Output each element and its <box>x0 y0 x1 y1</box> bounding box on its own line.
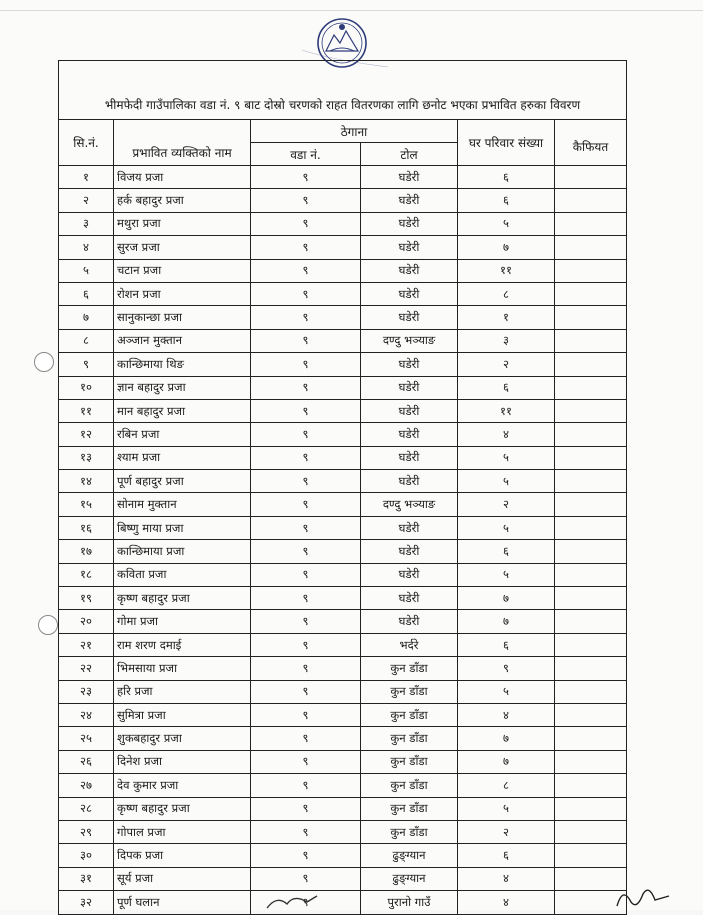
row-sn: १९ <box>59 587 114 610</box>
row-remarks <box>555 423 627 446</box>
row-ward: ९ <box>251 423 361 446</box>
row-ward: ९ <box>251 703 361 726</box>
row-household: ६ <box>458 189 555 212</box>
header-household: घर परिवार संख्या <box>458 120 555 166</box>
row-household: ११ <box>458 259 555 282</box>
table-row <box>59 470 627 493</box>
row-tol: दण्दु भञ्याङ <box>361 493 458 516</box>
table-row <box>59 867 627 890</box>
row-sn: २० <box>59 610 114 633</box>
row-sn: १८ <box>59 563 114 586</box>
row-ward: ९ <box>251 446 361 469</box>
row-sn: २५ <box>59 727 114 750</box>
row-sn: ३२ <box>59 891 114 914</box>
row-ward: ९ <box>251 587 361 610</box>
row-tol: कुन डाँडा <box>361 774 458 797</box>
row-ward: ९ <box>251 750 361 773</box>
row-remarks <box>555 657 627 680</box>
table-row <box>59 329 627 352</box>
row-remarks <box>555 376 627 399</box>
header-name: प्रभावित व्यक्तिको नाम <box>114 120 251 166</box>
row-household: ६ <box>458 633 555 656</box>
row-remarks <box>555 399 627 422</box>
row-sn: २६ <box>59 750 114 773</box>
table-body <box>59 166 627 915</box>
row-ward: ९ <box>251 353 361 376</box>
table-row <box>59 703 627 726</box>
table-row <box>59 610 627 633</box>
signature-mark <box>613 882 673 910</box>
row-tol: कुन डाँडा <box>361 750 458 773</box>
header-sn: सि.नं. <box>59 120 114 166</box>
row-remarks <box>555 633 627 656</box>
table-row <box>59 306 627 329</box>
row-name: राम शरण दमाई <box>114 633 251 656</box>
row-sn: ८ <box>59 329 114 352</box>
table-row <box>59 774 627 797</box>
row-remarks <box>555 610 627 633</box>
row-sn: १५ <box>59 493 114 516</box>
row-tol: कुन डाँडा <box>361 797 458 820</box>
row-remarks <box>555 282 627 305</box>
row-household: २ <box>458 820 555 843</box>
row-household: ६ <box>458 540 555 563</box>
partial-stamp-mark <box>262 890 322 910</box>
row-sn: १२ <box>59 423 114 446</box>
row-name: दिनेश प्रजा <box>114 750 251 773</box>
row-remarks <box>555 820 627 843</box>
row-tol: दण्दु भञ्याङ <box>361 329 458 352</box>
row-tol: कुन डाँडा <box>361 680 458 703</box>
row-ward: ९ <box>251 610 361 633</box>
row-ward: ९ <box>251 891 361 914</box>
row-name: भिमसाया प्रजा <box>114 657 251 680</box>
row-name: विजय प्रजा <box>114 166 251 189</box>
row-tol: ढुङ्ग्यान <box>361 844 458 867</box>
table-row <box>59 282 627 305</box>
row-sn: २७ <box>59 774 114 797</box>
row-tol: कुन डाँडा <box>361 703 458 726</box>
row-name: रोशन प्रजा <box>114 282 251 305</box>
row-name: श्याम प्रजा <box>114 446 251 469</box>
row-tol: घडेरी <box>361 306 458 329</box>
row-tol: घडेरी <box>361 399 458 422</box>
punch-hole <box>38 615 58 635</box>
table-row <box>59 657 627 680</box>
row-tol: घडेरी <box>361 470 458 493</box>
row-name: रबिन प्रजा <box>114 423 251 446</box>
row-household: ४ <box>458 703 555 726</box>
header-remarks: कैफियत <box>555 120 627 166</box>
row-remarks <box>555 212 627 235</box>
row-sn: ३० <box>59 844 114 867</box>
row-sn: २३ <box>59 680 114 703</box>
row-household: ४ <box>458 891 555 914</box>
row-household: ७ <box>458 587 555 610</box>
row-name: मथुरा प्रजा <box>114 212 251 235</box>
header-ward: वडा नं. <box>251 143 361 166</box>
row-household: ९ <box>458 657 555 680</box>
row-ward: ९ <box>251 516 361 539</box>
row-ward: ९ <box>251 282 361 305</box>
row-ward: ९ <box>251 306 361 329</box>
row-household: ६ <box>458 376 555 399</box>
row-sn: ११ <box>59 399 114 422</box>
row-tol: कुन डाँडा <box>361 820 458 843</box>
row-remarks <box>555 470 627 493</box>
row-ward: ९ <box>251 797 361 820</box>
row-household: ७ <box>458 610 555 633</box>
row-name: हर्क बहादुर प्रजा <box>114 189 251 212</box>
row-household: ५ <box>458 446 555 469</box>
table-row <box>59 844 627 867</box>
row-ward: ९ <box>251 166 361 189</box>
table-row <box>59 353 627 376</box>
row-name: पूर्ण बहादुर प्रजा <box>114 470 251 493</box>
table-row <box>59 166 627 189</box>
row-remarks <box>555 306 627 329</box>
row-remarks <box>555 329 627 352</box>
row-name: ज्ञान बहादुर प्रजा <box>114 376 251 399</box>
row-name: दिपक प्रजा <box>114 844 251 867</box>
row-ward: ९ <box>251 493 361 516</box>
row-ward: ९ <box>251 399 361 422</box>
row-name: सुरज प्रजा <box>114 236 251 259</box>
row-tol: घडेरी <box>361 353 458 376</box>
table-row <box>59 820 627 843</box>
table-row <box>59 680 627 703</box>
row-name: कृष्ण बहादुर प्रजा <box>114 587 251 610</box>
row-household: ८ <box>458 774 555 797</box>
row-household: ५ <box>458 680 555 703</box>
row-remarks <box>555 259 627 282</box>
row-tol: भर्दरे <box>361 633 458 656</box>
table-row <box>59 376 627 399</box>
row-sn: १३ <box>59 446 114 469</box>
row-name: हरि प्रजा <box>114 680 251 703</box>
row-household: ३ <box>458 329 555 352</box>
row-ward: ९ <box>251 376 361 399</box>
row-tol: घडेरी <box>361 446 458 469</box>
row-household: २ <box>458 493 555 516</box>
row-name: पूर्ण घलान <box>114 891 251 914</box>
row-remarks <box>555 189 627 212</box>
row-sn: १६ <box>59 516 114 539</box>
row-ward: ९ <box>251 844 361 867</box>
row-remarks <box>555 844 627 867</box>
row-ward: ९ <box>251 259 361 282</box>
table-title: भीमफेदी गाउँपालिका वडा नं. ९ बाट दोस्रो चरणको राहत वितरणका लागि छनोट भएका प्रभावित हरुका विवरण <box>59 61 627 120</box>
table-row <box>59 212 627 235</box>
row-name: गोपाल प्रजा <box>114 820 251 843</box>
row-remarks <box>555 493 627 516</box>
row-ward: ९ <box>251 774 361 797</box>
row-sn: ६ <box>59 282 114 305</box>
row-sn: ७ <box>59 306 114 329</box>
table-row <box>59 189 627 212</box>
row-name: सानुकान्छा प्रजा <box>114 306 251 329</box>
row-household: ११ <box>458 399 555 422</box>
row-sn: २२ <box>59 657 114 680</box>
row-sn: ४ <box>59 236 114 259</box>
table-row <box>59 236 627 259</box>
row-name: बिष्णु माया प्रजा <box>114 516 251 539</box>
row-remarks <box>555 563 627 586</box>
row-ward: ९ <box>251 727 361 750</box>
row-name: सूर्य प्रजा <box>114 867 251 890</box>
row-name: कविता प्रजा <box>114 563 251 586</box>
row-remarks <box>555 750 627 773</box>
row-ward: ९ <box>251 470 361 493</box>
row-sn: २८ <box>59 797 114 820</box>
row-ward: ९ <box>251 680 361 703</box>
row-remarks <box>555 166 627 189</box>
row-tol: घडेरी <box>361 212 458 235</box>
table-row <box>59 493 627 516</box>
row-remarks <box>555 797 627 820</box>
row-remarks <box>555 703 627 726</box>
row-remarks <box>555 727 627 750</box>
row-sn: २९ <box>59 820 114 843</box>
row-ward: ९ <box>251 820 361 843</box>
row-sn: २१ <box>59 633 114 656</box>
row-name: कान्छिमाया प्रजा <box>114 540 251 563</box>
row-tol: घडेरी <box>361 423 458 446</box>
row-sn: १४ <box>59 470 114 493</box>
table-row <box>59 540 627 563</box>
row-ward: ९ <box>251 633 361 656</box>
row-ward: ९ <box>251 657 361 680</box>
row-household: ५ <box>458 470 555 493</box>
row-tol: घडेरी <box>361 587 458 610</box>
row-remarks <box>555 353 627 376</box>
punch-hole <box>34 352 54 372</box>
table-row <box>59 797 627 820</box>
row-tol: घडेरी <box>361 282 458 305</box>
table-row <box>59 423 627 446</box>
row-tol: घडेरी <box>361 563 458 586</box>
row-sn: ९ <box>59 353 114 376</box>
table-row <box>59 891 627 914</box>
row-tol: घडेरी <box>361 166 458 189</box>
row-sn: १ <box>59 166 114 189</box>
row-remarks <box>555 446 627 469</box>
row-tol: घडेरी <box>361 236 458 259</box>
row-household: २ <box>458 353 555 376</box>
row-tol: घडेरी <box>361 259 458 282</box>
row-household: ७ <box>458 236 555 259</box>
row-remarks <box>555 516 627 539</box>
row-tol: पुरानो गाउँ <box>361 891 458 914</box>
row-name: सुमित्रा प्रजा <box>114 703 251 726</box>
row-name: मान बहादुर प्रजा <box>114 399 251 422</box>
row-household: ५ <box>458 212 555 235</box>
row-tol: ढुङ्ग्यान <box>361 867 458 890</box>
table-row <box>59 259 627 282</box>
row-ward: ९ <box>251 212 361 235</box>
row-tol: घडेरी <box>361 189 458 212</box>
row-sn: ३ <box>59 212 114 235</box>
row-household: ७ <box>458 727 555 750</box>
row-name: कृष्ण बहादुर प्रजा <box>114 797 251 820</box>
row-sn: ३१ <box>59 867 114 890</box>
row-household: १ <box>458 306 555 329</box>
row-ward: ९ <box>251 563 361 586</box>
row-ward: ९ <box>251 236 361 259</box>
row-household: ६ <box>458 844 555 867</box>
row-name: शुकबहादुर प्रजा <box>114 727 251 750</box>
row-tol: घडेरी <box>361 516 458 539</box>
row-ward: ९ <box>251 189 361 212</box>
row-tol: कुन डाँडा <box>361 727 458 750</box>
row-name: सोनाम मुक्तान <box>114 493 251 516</box>
table-row <box>59 587 627 610</box>
affected-persons-table <box>58 60 627 915</box>
table-row <box>59 446 627 469</box>
row-tol: घडेरी <box>361 376 458 399</box>
table-row <box>59 727 627 750</box>
row-ward: ९ <box>251 329 361 352</box>
row-name: देव कुमार प्रजा <box>114 774 251 797</box>
row-remarks <box>555 540 627 563</box>
row-household: ४ <box>458 867 555 890</box>
row-tol: घडेरी <box>361 610 458 633</box>
row-remarks <box>555 236 627 259</box>
row-tol: घडेरी <box>361 540 458 563</box>
table-row <box>59 633 627 656</box>
row-remarks <box>555 774 627 797</box>
table-row <box>59 516 627 539</box>
header-address: ठेगाना <box>251 120 458 143</box>
row-household: ६ <box>458 166 555 189</box>
table-row <box>59 563 627 586</box>
table-row <box>59 750 627 773</box>
row-sn: १० <box>59 376 114 399</box>
row-household: ५ <box>458 563 555 586</box>
row-sn: १७ <box>59 540 114 563</box>
row-remarks <box>555 680 627 703</box>
row-name: चटान प्रजा <box>114 259 251 282</box>
row-household: ५ <box>458 797 555 820</box>
row-tol: कुन डाँडा <box>361 657 458 680</box>
row-household: ७ <box>458 750 555 773</box>
row-ward: ९ <box>251 867 361 890</box>
row-sn: ५ <box>59 259 114 282</box>
table-row <box>59 399 627 422</box>
row-remarks <box>555 587 627 610</box>
row-ward: ९ <box>251 540 361 563</box>
header-tol: टोल <box>361 143 458 166</box>
row-sn: २४ <box>59 703 114 726</box>
row-name: कान्छिमाया थिङ <box>114 353 251 376</box>
row-household: ८ <box>458 282 555 305</box>
row-name: गोमा प्रजा <box>114 610 251 633</box>
row-household: ४ <box>458 423 555 446</box>
row-household: ५ <box>458 516 555 539</box>
row-name: अञ्जान मुक्तान <box>114 329 251 352</box>
row-sn: २ <box>59 189 114 212</box>
